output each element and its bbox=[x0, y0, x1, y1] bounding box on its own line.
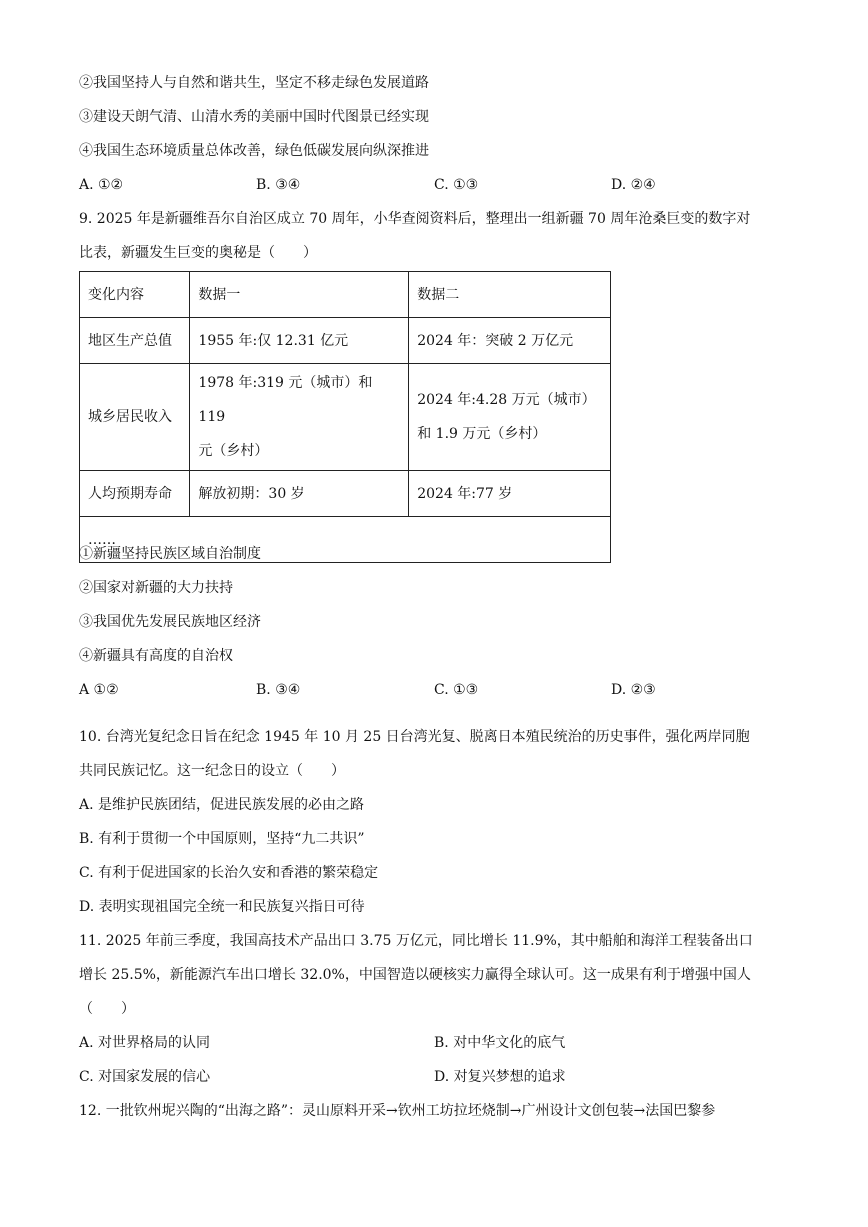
q9-item-3: ③我国优先发展民族地区经济 bbox=[79, 614, 261, 630]
table-cell: 2024 年:77 岁 bbox=[409, 471, 611, 517]
q11-option-d[interactable]: D. 对复兴梦想的追求 bbox=[434, 1069, 566, 1085]
q10-option-c[interactable]: C. 有利于促进国家的长治久安和香港的繁荣稳定 bbox=[79, 865, 379, 881]
table-cell-multiline bbox=[409, 364, 611, 471]
q8-option-d[interactable]: D. ②④ bbox=[611, 177, 656, 193]
table-cell: 人均预期寿命 bbox=[80, 471, 190, 517]
table-row bbox=[80, 364, 611, 471]
q10-option-d[interactable]: D. 表明实现祖国完全统一和民族复兴指日可待 bbox=[79, 899, 365, 915]
table-row bbox=[80, 471, 611, 517]
q9-option-a[interactable]: A ①② bbox=[79, 682, 119, 698]
table-header-cell: 数据二 bbox=[409, 272, 611, 318]
q9-stem-line1: 9. 2025 年是新疆维吾尔自治区成立 70 周年，小华查阅资料后，整理出一组新疆 70 周年沧桑巨变的数字对 bbox=[79, 211, 751, 227]
q11-option-c[interactable]: C. 对国家发展的信心 bbox=[79, 1069, 211, 1085]
q11-stem-line3: （ ） bbox=[79, 1001, 135, 1017]
q10-stem-line1: 10. 台湾光复纪念日旨在纪念 1945 年 10 月 25 日台湾光复、脱离日本殖民统治的历史事件，强化两岸同胞 bbox=[79, 729, 750, 745]
q8-option-c[interactable]: C. ①③ bbox=[434, 177, 479, 193]
q10-option-a[interactable]: A. 是维护民族团结，促进民族发展的必由之路 bbox=[79, 797, 365, 813]
q9-option-c[interactable]: C. ①③ bbox=[434, 682, 479, 698]
cell-line: 元（乡村） bbox=[198, 443, 269, 459]
q10-stem-line2: 共同民族记忆。这一纪念日的设立（ ） bbox=[79, 763, 345, 779]
q11-stem-line1: 11. 2025 年前三季度，我国高技术产品出口 3.75 万亿元，同比增长 11.9%，其中船舶和海洋工程装备出口 bbox=[79, 933, 753, 949]
table-cell-multiline bbox=[190, 364, 409, 471]
q11-option-b[interactable]: B. 对中华文化的底气 bbox=[434, 1035, 566, 1051]
q9-option-d[interactable]: D. ②③ bbox=[611, 682, 656, 698]
table-cell: 地区生产总值 bbox=[80, 318, 190, 364]
q12-stem-line1: 12. 一批钦州坭兴陶的“出海之路”：灵山原料开采→钦州工坊拉坯烧制→广州设计文创包装→法国巴黎参 bbox=[79, 1103, 716, 1119]
table-header-row bbox=[80, 272, 611, 318]
q8-item-4: ④我国生态环境质量总体改善，绿色低碳发展向纵深推进 bbox=[79, 143, 429, 159]
q8-option-a[interactable]: A. ①② bbox=[79, 177, 124, 193]
q8-option-b[interactable]: B. ③④ bbox=[256, 177, 301, 193]
q8-item-2: ②我国坚持人与自然和谐共生，坚定不移走绿色发展道路 bbox=[79, 75, 429, 91]
q9-item-2: ②国家对新疆的大力扶持 bbox=[79, 580, 233, 596]
cell-line: 2024 年:4.28 万元（城市） bbox=[417, 392, 596, 408]
cell-line: 和 1.9 万元（乡村） bbox=[417, 426, 547, 442]
q9-item-1: ①新疆坚持民族区域自治制度 bbox=[79, 546, 261, 562]
table-cell: 解放初期：30 岁 bbox=[190, 471, 409, 517]
q10-option-b[interactable]: B. 有利于贯彻一个中国原则，坚持“九二共识” bbox=[79, 831, 365, 847]
table-cell: 1955 年:仅 12.31 亿元 bbox=[190, 318, 409, 364]
q8-item-3: ③建设天朗气清、山清水秀的美丽中国时代图景已经实现 bbox=[79, 109, 429, 125]
q9-item-4: ④新疆具有高度的自治权 bbox=[79, 648, 233, 664]
q11-stem-line2: 增长 25.5%，新能源汽车出口增长 32.0%，中国智造以硬核实力赢得全球认可。这一成果有利于增强中国人 bbox=[79, 967, 751, 983]
q11-option-a[interactable]: A. 对世界格局的认同 bbox=[79, 1035, 211, 1051]
q9-stem-line2: 比表，新疆发生巨变的奥秘是（ ） bbox=[79, 245, 317, 261]
q9-data-table bbox=[79, 271, 611, 563]
table-ellipsis-cell: …… bbox=[80, 517, 611, 563]
table-cell: 城乡居民收入 bbox=[80, 364, 190, 471]
cell-line: 1978 年:319 元（城市）和 119 bbox=[198, 375, 373, 425]
table-header-cell: 数据一 bbox=[190, 272, 409, 318]
table-row bbox=[80, 318, 611, 364]
table-header-cell: 变化内容 bbox=[80, 272, 190, 318]
table-cell: 2024 年：突破 2 万亿元 bbox=[409, 318, 611, 364]
q9-option-b[interactable]: B. ③④ bbox=[256, 682, 301, 698]
